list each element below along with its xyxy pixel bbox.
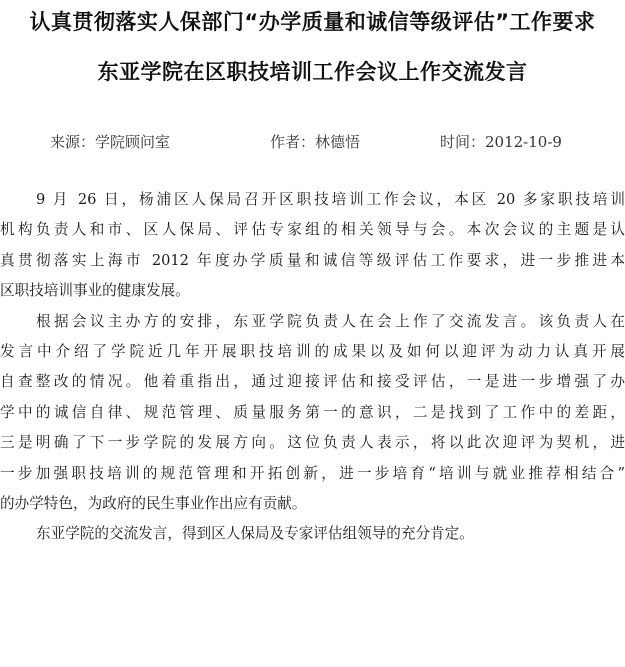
paragraph-line: 东亚学院的交流发言，得到区人保局及专家评估组领导的充分肯定。 [36,525,474,543]
article-body [0,185,625,550]
paragraph-line: 真贯彻落实上海市 2012 年度办学质量和诚信等级评估工作要求，进一步推进本 [0,251,625,269]
paragraph-line: 9 月 26 日，杨浦区人保局召开区职技培训工作会议，本区 20 多家职技培训 [36,191,625,208]
paragraph-line: 自查整改的情况。他着重指出，通过迎接评估和接受评估，一是进一步增强了办 [0,373,625,391]
paragraph-3 [0,519,625,549]
paragraph-line: 机构负责人和市、区人保局、评估专家组的相关领导与会。本次会议的主题是认 [0,221,625,239]
meta-time: 时间：2012-10-9 [440,133,562,151]
paragraph-line: 区职技培训事业的健康发展。 [0,282,190,300]
paragraph-line: 根据会议主办方的安排，东亚学院负责人在会上作了交流发言。该负责人在 [36,312,625,330]
paragraph-2 [0,307,625,520]
paragraph-line: 一步加强职技培训的规范管理和开拓创新，进一步培育“培训与就业推荐相结合” [0,464,625,482]
document-title-line-1: 认真贯彻落实人保部门“办学质量和诚信等级评估”工作要求 [29,10,596,34]
paragraph-line: 三是明确了下一步学院的发展方向。这位负责人表示，将以此次迎评为契机，进 [0,434,625,452]
document-title-line-2: 东亚学院在区职技培训工作会议上作交流发言 [97,60,528,84]
article-meta [0,130,625,154]
paragraph-line: 学中的诚信自律、规范管理、质量服务第一的意识，二是找到了工作中的差距， [0,403,625,421]
paragraph-line: 的办学特色，为政府的民生事业作出应有贡献。 [0,494,307,512]
paragraph-1 [0,185,625,307]
paragraph-line: 发言中介绍了学院近几年开展职技培训的成果以及如何以迎评为动力认真开展 [0,342,625,360]
meta-author: 作者：林德悟 [270,133,361,151]
meta-source: 来源：学院顾问室 [50,133,171,151]
